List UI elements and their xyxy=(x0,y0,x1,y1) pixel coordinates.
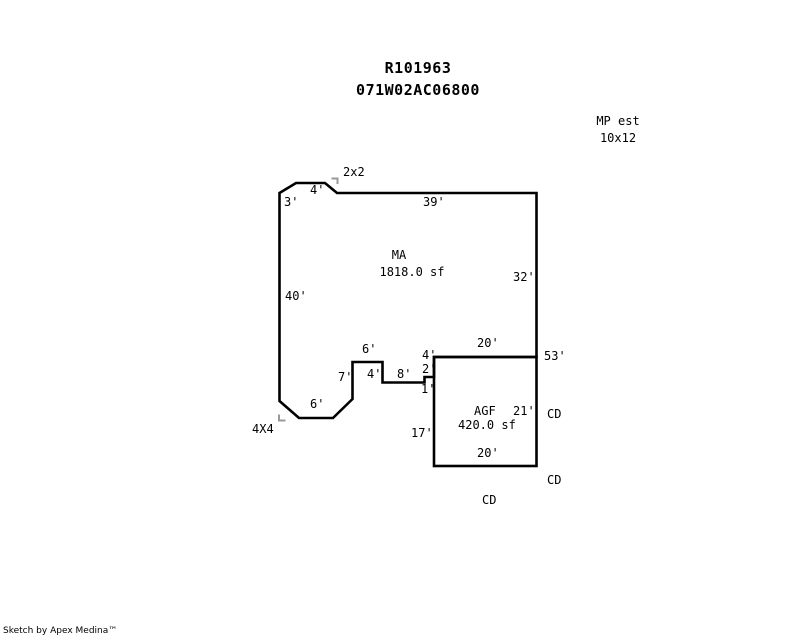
dim-label-notch-top: 6' xyxy=(362,342,377,356)
dim-label-corner-note: 4X4 xyxy=(252,422,274,436)
dim-label-agf-left-lower: 17' xyxy=(411,426,433,440)
corner-marker-4x4-icon xyxy=(279,415,286,421)
mp-est-note-line2: 10x12 xyxy=(599,131,637,145)
dim-label-top: 39' xyxy=(423,195,445,209)
dim-label-agf-right: 21' xyxy=(513,404,535,418)
dim-label-step-two: 2' xyxy=(422,362,437,376)
dim-label-step-eight: 8' xyxy=(397,367,412,381)
cd-annotation-bottom: CD xyxy=(482,493,497,507)
dim-label-bump-note: 2x2 xyxy=(343,165,365,179)
ma-area-code: MA xyxy=(391,248,407,262)
dim-label-right-upper: 32' xyxy=(513,270,535,284)
ma-area-size: 1818.0 sf xyxy=(379,265,445,279)
cd-annotation-right: CD xyxy=(547,407,562,421)
dim-label-notch-left: 7' xyxy=(338,370,353,384)
dim-label-agf-top: 20' xyxy=(477,336,499,350)
dim-label-agf-bottom: 20' xyxy=(477,446,499,460)
agf-area-size: 420.0 sf xyxy=(458,418,516,432)
dim-label-left: 40' xyxy=(285,289,307,303)
dim-label-bottom-left: 6' xyxy=(310,397,325,411)
sketch-credit: Sketch by Apex Medina™ xyxy=(3,626,118,636)
ma-outline xyxy=(280,183,537,418)
agf-area-code: AGF xyxy=(474,404,496,418)
map-taxlot-title: 071W02AC06800 xyxy=(356,81,480,99)
mp-est-note-line1: MP est xyxy=(596,114,640,128)
cd-annotation-corner: CD xyxy=(547,473,562,487)
dim-label-agf-left-upper: 4' xyxy=(422,348,437,362)
parcel-id-title: R101963 xyxy=(384,59,452,77)
dim-label-notch-right: 4' xyxy=(367,367,382,381)
dim-label-right-total: 53' xyxy=(544,349,566,363)
dim-label-left-top: 3' xyxy=(284,195,299,209)
dim-label-step-one: 1' xyxy=(421,382,436,396)
dim-label-bump-width: 4' xyxy=(310,183,325,197)
corner-marker-2x2-icon xyxy=(332,179,338,185)
